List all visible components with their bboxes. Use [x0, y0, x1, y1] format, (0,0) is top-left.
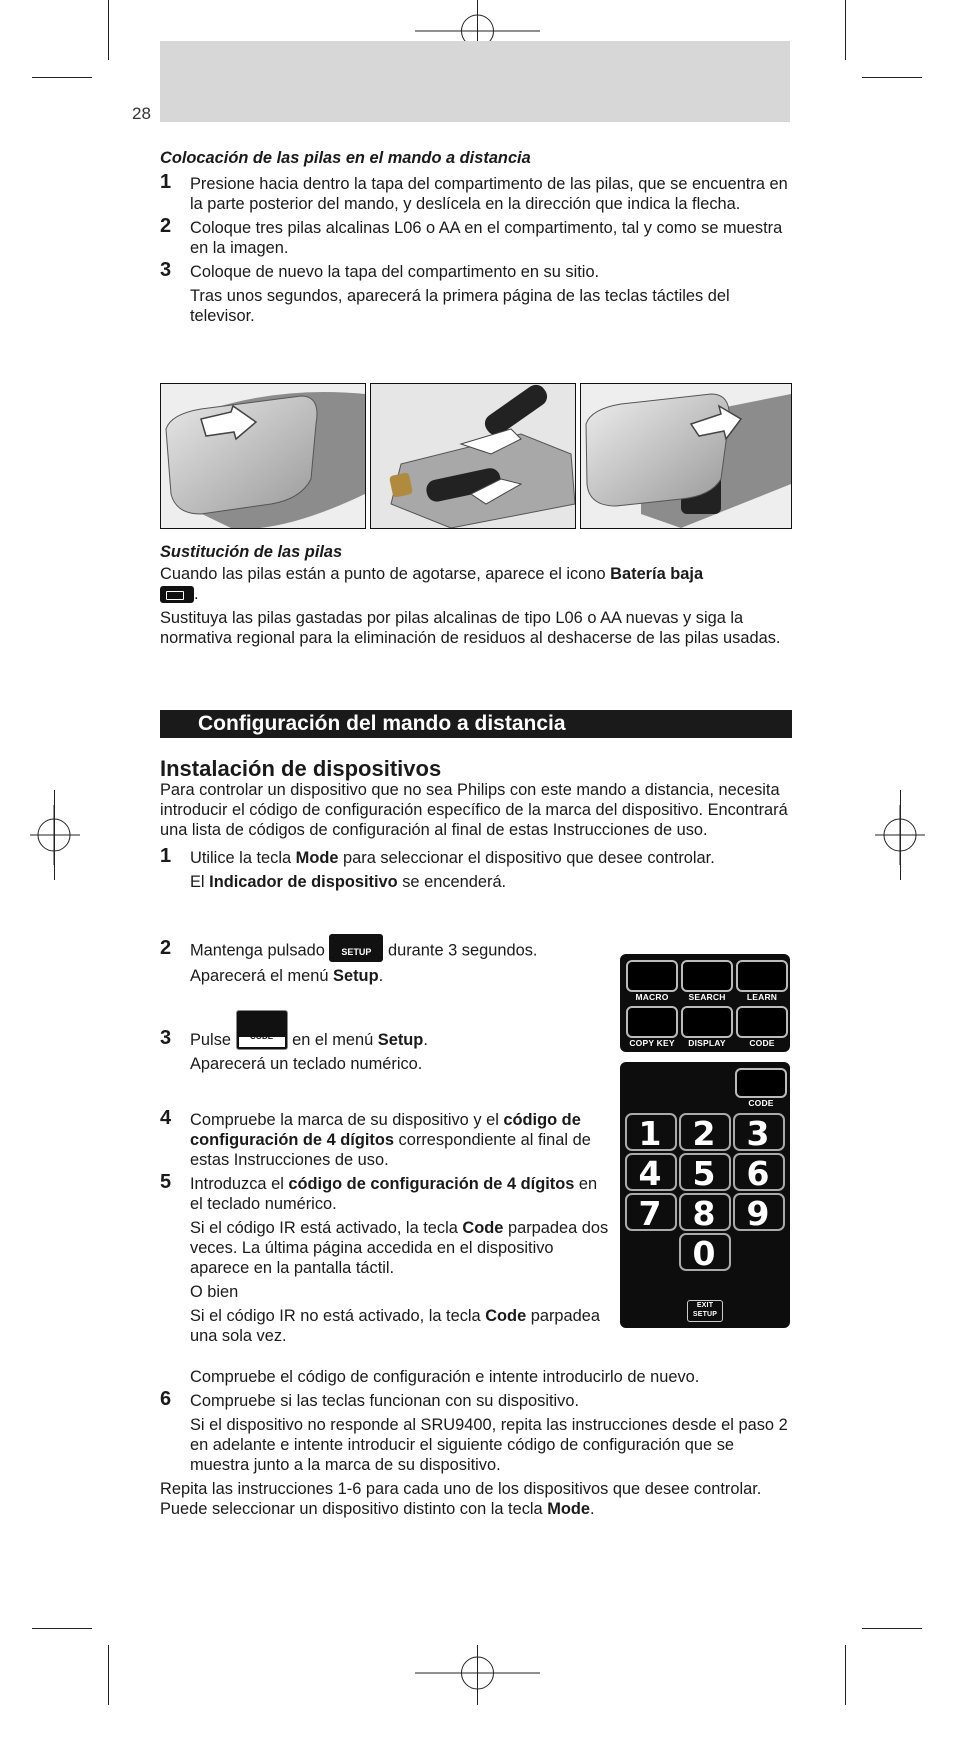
keypad-digit-8[interactable]: 8 [692, 1194, 716, 1233]
battery-photos [160, 383, 792, 529]
macro-label: MACRO [635, 992, 669, 1002]
copy-key-key[interactable] [626, 1006, 678, 1038]
battery-step-2: 2 Coloque tres pilas alcalinas L06 o AA en el compartimento, tal y como se muestra en la imagen. [160, 215, 783, 257]
registration-mark-icon [875, 805, 925, 865]
config-intro: Para controlar un dispositivo que no sea Philips con este mando a distancia, necesita introducir el código de configuración específico de la marca del dispositivo. Encontrará una lista de códigos de configuración al final de estas Instrucciones de uso. [160, 781, 788, 839]
config-step-5: 5 Introduzca el código de configuración de 4 dígitos en el teclado numérico. [160, 1171, 598, 1213]
keypad-digit-4[interactable]: 4 [638, 1154, 662, 1193]
code-key-icon: CODE [236, 1010, 288, 1050]
config-steps-4-5 [160, 1107, 610, 1346]
registration-mark-icon [30, 805, 80, 865]
keypad-digit-0[interactable]: 0 [692, 1234, 716, 1273]
config-step-3: 3 Pulse CODE en el menú Setup. Aparecerá un teclado numérico. [160, 1030, 580, 1074]
replace-heading: Sustitución de las pilas [160, 543, 343, 561]
battery-step-1: 1 Presione hacia dentro la tapa del compartimento de las pilas, que se encuentra en la parte posterior del mando, y deslícela en la dirección que indica la flecha. [160, 171, 788, 213]
keypad-digit-1[interactable]: 1 [638, 1114, 662, 1153]
config-steps-6-outro [160, 1367, 790, 1519]
config-step-1: 1 Utilice la tecla Mode para seleccionar el dispositivo que desee controlar. [160, 845, 715, 867]
search-label: SEARCH [688, 992, 726, 1002]
photo-open-cover [160, 383, 366, 529]
config-step-3-note: Aparecerá un teclado numérico. [190, 1055, 423, 1073]
battery-step-3: 3 Coloque de nuevo la tapa del compartimento en su sitio. [160, 259, 600, 281]
keypad-digit-6[interactable]: 6 [746, 1154, 770, 1193]
keypad-digit-2[interactable]: 2 [692, 1114, 716, 1153]
header-band [160, 41, 790, 122]
code-label: CODE [748, 1098, 774, 1108]
keypad-digit-3[interactable]: 3 [746, 1114, 770, 1153]
macro-key[interactable] [626, 960, 678, 992]
copy-key-label: COPY KEY [629, 1038, 675, 1048]
numeric-keypad-panel [620, 1062, 790, 1328]
config-step-2-note: Aparecerá el menú Setup. [190, 967, 384, 985]
page-number: 28 [132, 104, 151, 123]
code-label: CODE [749, 1038, 775, 1048]
config-step-5-note-3: Si el código IR no está activado, la tecla Code parpadea una sola vez. [190, 1307, 601, 1345]
exit-setup-button[interactable]: EXIT SETUP [687, 1300, 723, 1322]
config-step-5-note-1: Si el código IR está activado, la tecla Code parpadea dos veces. La última página accedida en el dispositivo aparece en la pantalla táctil. [190, 1219, 609, 1277]
config-step-6: 6 Compruebe si las teclas funcionan con su dispositivo. [160, 1388, 580, 1410]
display-label: DISPLAY [688, 1038, 726, 1048]
config-step-6-note: Si el dispositivo no responde al SRU9400, repita las instrucciones desde el paso 2 en adelante e intente introducir el siguiente código de configuración que se muestra junto a la marca de su dispositivo. [190, 1416, 788, 1474]
display-key[interactable] [681, 1006, 733, 1038]
code-key[interactable] [736, 1006, 788, 1038]
search-key[interactable] [681, 960, 733, 992]
keypad-digit-9[interactable]: 9 [746, 1194, 770, 1233]
replace-line-2: Sustituya las pilas gastadas por pilas alcalinas de tipo L06 o AA nuevas y siga la normativa regional para la eliminación de residuos al deshacerse de las pilas usadas. [160, 609, 781, 647]
battery-section [160, 148, 790, 326]
section-title-bar: Configuración del mando a distancia [160, 710, 792, 738]
subheading: Instalación de dispositivos [160, 756, 442, 781]
photo-insert-batteries [370, 383, 576, 529]
battery-heading: Colocación de las pilas en el mando a distancia [160, 149, 531, 167]
setup-menu-panel [620, 954, 790, 1052]
config-step-5-note-4: Compruebe el código de configuración e intente introducirlo de nuevo. [190, 1368, 700, 1386]
photo-close-cover [580, 383, 792, 529]
config-step-5-note-2: O bien [190, 1283, 239, 1301]
learn-key[interactable] [736, 960, 788, 992]
low-battery-icon [160, 586, 194, 603]
keypad-digit-5[interactable]: 5 [692, 1154, 716, 1193]
config-outro-2: Puede seleccionar un dispositivo distinto con la tecla Mode. [160, 1500, 595, 1518]
config-step-2: 2 Mantenga pulsado SETUP durante 3 segundos. Aparecerá el menú Setup. [160, 940, 580, 986]
learn-label: LEARN [746, 992, 778, 1002]
setup-key-icon: SETUP [329, 934, 383, 962]
registration-mark-icon [415, 1645, 540, 1705]
config-step-4: 4 Compruebe la marca de su dispositivo y el código de configuración de 4 dígitos correspondiente al final de estas Instrucciones de uso. [160, 1107, 591, 1169]
config-section [160, 780, 790, 892]
config-outro-1: Repita las instrucciones 1-6 para cada uno de los dispositivos que desee controlar. [160, 1480, 762, 1498]
code-key[interactable] [735, 1068, 787, 1098]
keypad-digit-7[interactable]: 7 [638, 1194, 662, 1233]
replace-section [160, 542, 790, 648]
config-step-1-note: El Indicador de dispositivo se encenderá. [190, 873, 507, 891]
replace-line-1: Cuando las pilas están a punto de agotarse, aparece el icono Batería baja . [160, 565, 704, 603]
battery-step-3-note: Tras unos segundos, aparecerá la primera página de las teclas táctiles del televisor. [190, 287, 730, 325]
